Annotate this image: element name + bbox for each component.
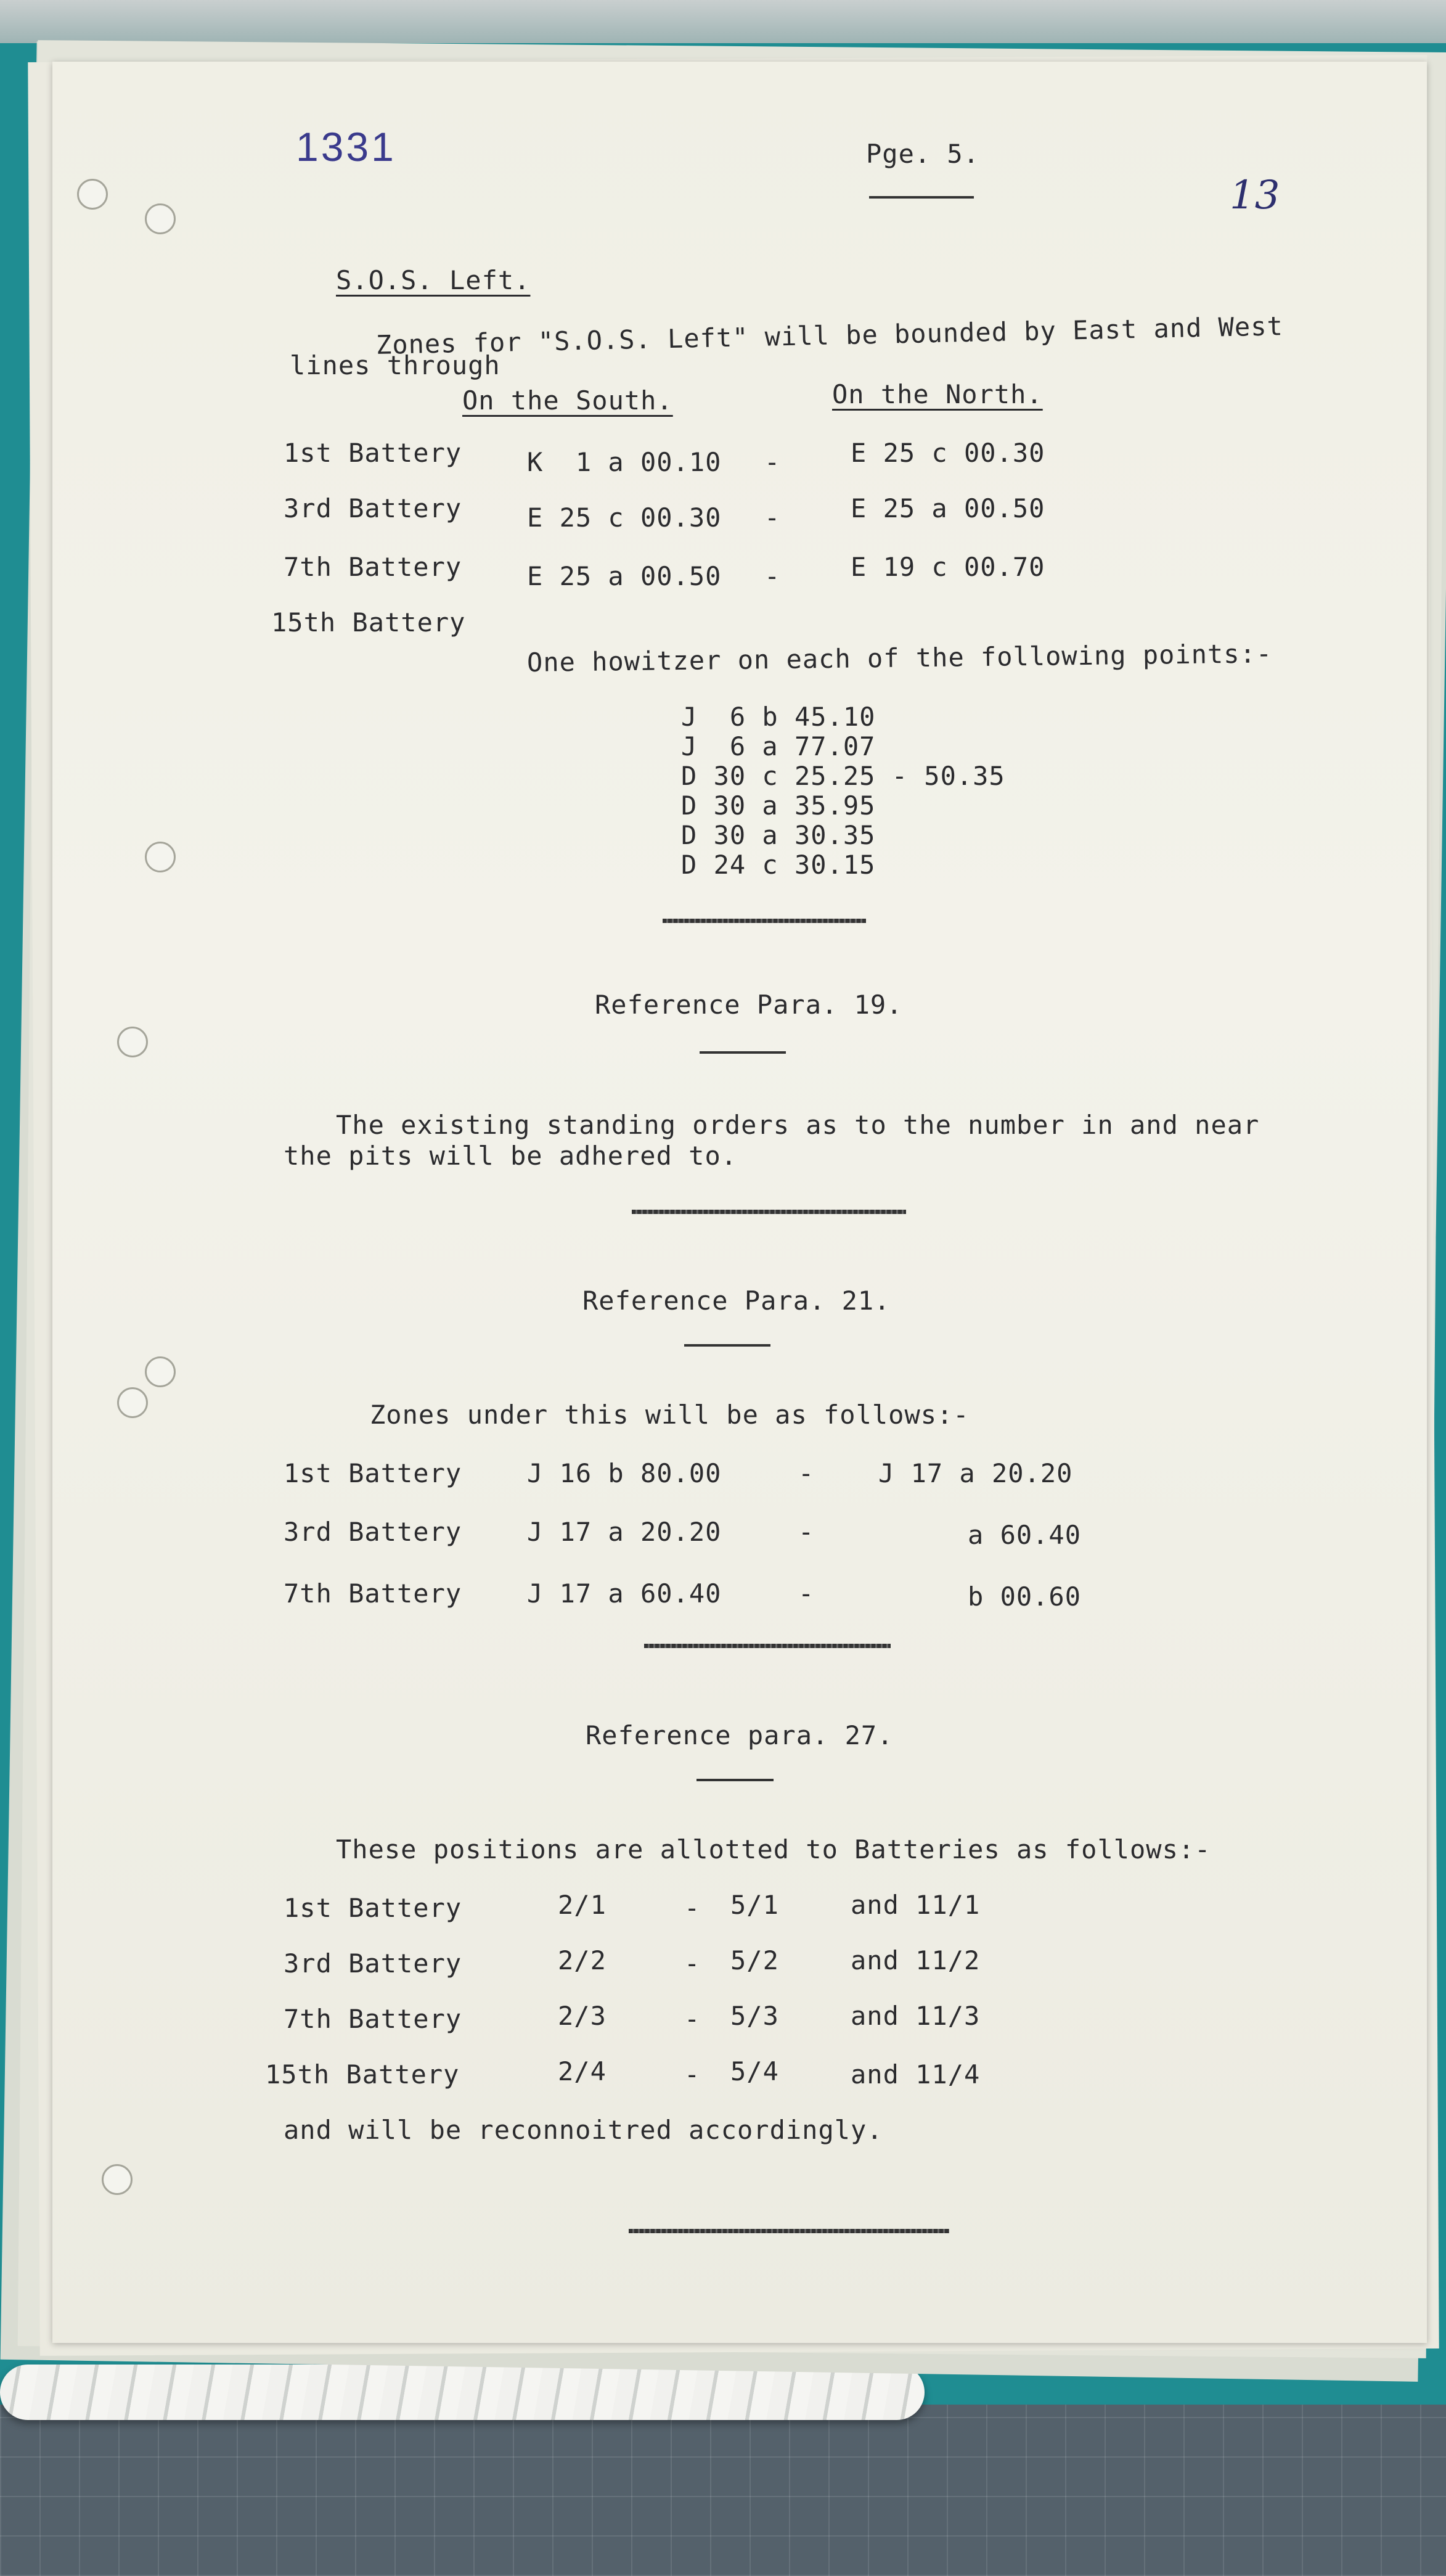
para27-row-and: and 11/1: [851, 1890, 981, 1920]
para27-intro: These positions are allotted to Batteries as follows:-: [336, 1834, 1211, 1864]
para21-underline: [684, 1344, 770, 1347]
howitzer-line: One howitzer on each of the following points:-: [526, 638, 1273, 678]
handwritten-page-number: 13: [1230, 173, 1280, 218]
para21-row-battery: 3rd Battery: [284, 1517, 462, 1547]
sos-row-dash: -: [764, 502, 781, 533]
para27-row-dash: -: [684, 1893, 701, 1923]
punch-hole: [102, 2164, 133, 2195]
para21-row-to: J 17 a 20.20: [878, 1458, 1073, 1488]
stamp-number: 1331: [296, 124, 396, 170]
para27-row-battery: 3rd Battery: [284, 1948, 462, 1979]
para21-row-dash: -: [798, 1458, 815, 1488]
howitzer-point: J 6 b 45.10: [681, 702, 876, 732]
para27-row-a: 2/3: [558, 2001, 607, 2031]
para21-row-dash: -: [798, 1578, 815, 1609]
para21-heading: Reference Para. 21.: [582, 1286, 891, 1316]
para21-row-from: J 16 b 80.00: [527, 1458, 722, 1488]
para21-row-battery: 1st Battery: [284, 1458, 462, 1488]
howitzer-point: D 24 c 30.15: [681, 850, 876, 880]
sos-row-south: K 1 a 00.10: [527, 447, 722, 477]
folder-top-edge: [0, 0, 1446, 43]
howitzer-point: D 30 c 25.25 - 50.35: [681, 761, 1005, 791]
para19-heading: Reference Para. 19.: [595, 990, 903, 1020]
para21-row-from: J 17 a 20.20: [527, 1517, 722, 1547]
howitzer-point: D 30 a 35.95: [681, 790, 876, 821]
para27-row-and: and 11/3: [851, 2001, 981, 2031]
punch-hole: [77, 179, 108, 210]
para27-row-and: and 11/2: [851, 1945, 981, 1975]
sos-battery-15: 15th Battery: [271, 607, 466, 638]
para19-underline: [700, 1051, 786, 1054]
sos-row-north: E 19 c 00.70: [851, 552, 1045, 582]
page-label-underline: [869, 196, 974, 199]
punch-hole: [117, 1387, 148, 1418]
binding-cord: [0, 2365, 925, 2420]
sos-row-south: E 25 a 00.50: [527, 561, 722, 591]
para21-intro: Zones under this will be as follows:-: [370, 1400, 970, 1430]
sos-heading: S.O.S. Left.: [336, 265, 531, 295]
sos-row-north: E 25 c 00.30: [851, 438, 1045, 468]
punch-hole: [145, 842, 176, 872]
sos-row-north: E 25 a 00.50: [851, 493, 1045, 523]
sos-intro-line2: lines through: [290, 350, 500, 380]
para27-row-dash: -: [684, 2004, 701, 2034]
para19-line2: the pits will be adhered to.: [284, 1141, 738, 1171]
para27-row-b: 5/1: [730, 1890, 779, 1920]
para27-row-b: 5/2: [730, 1945, 779, 1975]
howitzer-point: J 6 a 77.07: [681, 731, 876, 761]
sos-row-battery: 7th Battery: [284, 552, 462, 582]
para27-row-battery: 7th Battery: [284, 2004, 462, 2034]
sos-row-south: E 25 c 00.30: [527, 502, 722, 533]
para27-row-a: 2/1: [558, 1890, 607, 1920]
section-divider: [663, 919, 866, 923]
sos-intro-line1: Zones for "S.O.S. Left" will be bounded by East and West: [375, 311, 1284, 360]
col-north-header: On the North.: [832, 379, 1043, 409]
punch-hole: [117, 1027, 148, 1057]
punch-hole: [145, 203, 176, 234]
para27-row-battery: 1st Battery: [284, 1893, 462, 1923]
col-south-header: On the South.: [462, 385, 673, 416]
para21-row-dash: -: [798, 1517, 815, 1547]
para27-heading: Reference para. 27.: [586, 1720, 894, 1750]
para27-row-dash: -: [684, 1948, 701, 1979]
para21-row-battery: 7th Battery: [284, 1578, 462, 1609]
punch-hole: [145, 1356, 176, 1387]
para27-row-a: 2/4: [558, 2056, 607, 2086]
document-page: [52, 62, 1427, 2343]
para27-row-b: 5/3: [730, 2001, 779, 2031]
para27-row-and: and 11/4: [851, 2059, 981, 2090]
sos-row-dash: -: [764, 561, 781, 591]
section-divider: [644, 1644, 891, 1648]
para27-row-dash: -: [684, 2059, 701, 2090]
sos-row-dash: -: [764, 447, 781, 477]
para27-row-battery: 15th Battery: [265, 2059, 460, 2090]
sos-row-battery: 1st Battery: [284, 438, 462, 468]
para21-row-to: b 00.60: [968, 1581, 1082, 1612]
para21-row-to: a 60.40: [968, 1520, 1082, 1550]
sos-row-battery: 3rd Battery: [284, 493, 462, 523]
para21-row-from: J 17 a 60.40: [527, 1578, 722, 1609]
para27-row-a: 2/2: [558, 1945, 607, 1975]
section-divider: [629, 2229, 949, 2233]
para27-underline: [696, 1779, 774, 1781]
section-divider: [632, 1210, 906, 1214]
howitzer-point: D 30 a 30.35: [681, 820, 876, 850]
para27-row-b: 5/4: [730, 2056, 779, 2086]
para19-line1: The existing standing orders as to the number in and near: [336, 1110, 1260, 1140]
para27-closing: and will be reconnoitred accordingly.: [284, 2115, 883, 2145]
page-label: Pge. 5.: [866, 139, 980, 169]
